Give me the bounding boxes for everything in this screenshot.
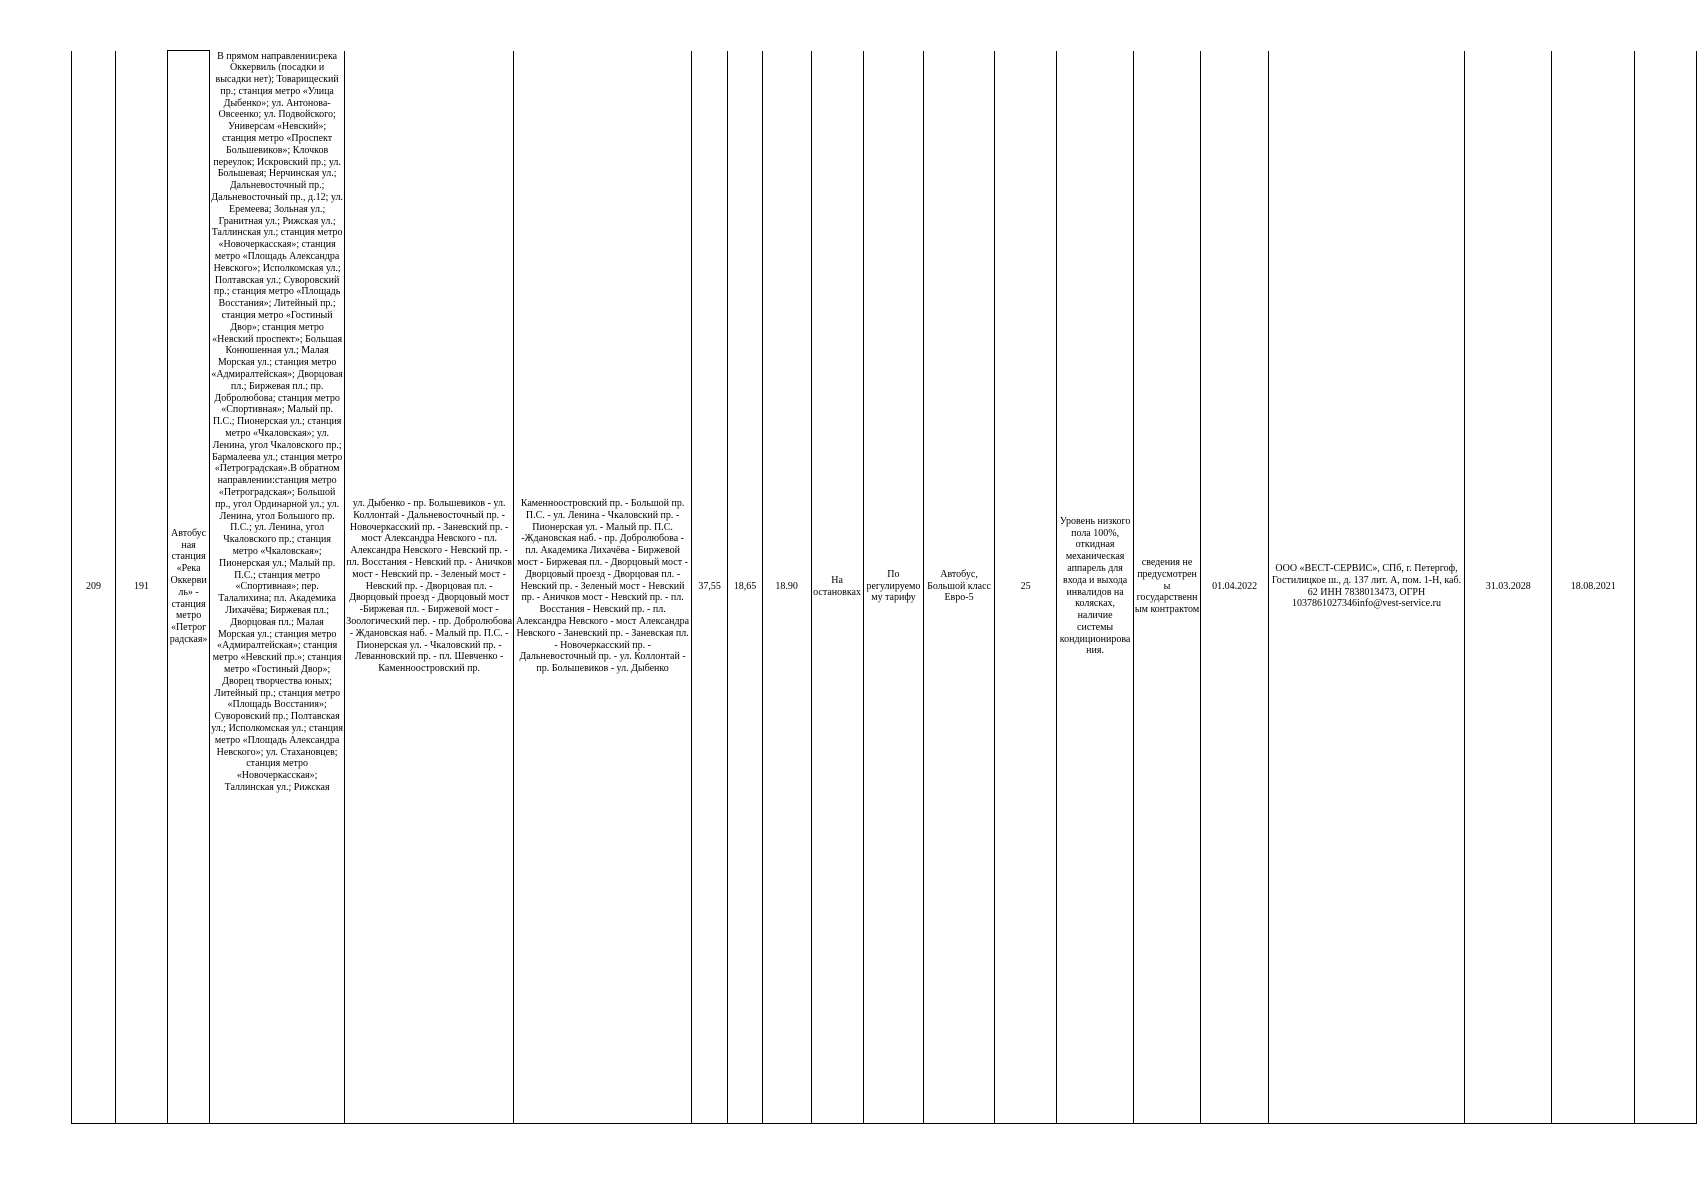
contract-info-cell: сведения не предусмотрены государственным контрактом — [1133, 51, 1201, 1124]
length-forward-cell: 37,55 — [692, 51, 728, 1124]
stops-text: В прямом направлении:река Оккервиль (посадки и высадки нет); Товарищеский пр.; станция метро «Улица Дыбенко»; ул. Антонова-Овсеенко; ул. Подвойского; Универсам «Невский»; станция метро «Проспект Большевиков»; Клочков переулок; Искровский пр.; ул. Большевая; Нерчинская ул.; Дальневосточный пр.; Дальневосточный пр., д.12; ул. Еремеева; Зольная ул.; Гранитная ул.; Рижская ул.; Таллинская ул.; станция метро «Новочеркасская»; станция метро «Площадь Александра Невского»; Исполкомская ул.; Полтавская ул.; Суворовский пр.; станция метро «Площадь Восстания»; Литейный пр.; станция метро «Гостиный Двор»; станция метро «Невский проспект»; Большая Конюшенная ул.; Малая Морская ул.; станция метро «Адмиралтейская»; Дворцовая пл.; Биржевая пл.; пр. Добролюбова; станция метро «Спортивная»; Малый пр. П.С.; Пионерская ул.; станция метро «Чкаловская»; ул. Ленина, угол Чкаловского пр.; Бармалеева ул.; станция метро «Петроградская».В обратном направлении:станция метро «Петроградская»; Большой пр., угол Ординарной ул.; ул. Ленина, угол Большого пр. П.С.; ул. Ленина, угол Чкаловского пр.; станция метро «Чкаловская»; Пионерская ул.; Малый пр. П.С.; станция метро «Спортивная»; пер. Талалихина; пл. Академика Лихачёва; Биржевая пл.; Дворцовая пл.; Малая Морская ул.; станция метро «Адмиралтейская»; станция метро «Невский пр.»; станция метро «Гостиный Двор»; Дворец творчества юных; Литейный пр.; станция метро «Площадь Восстания»; Суворовский пр.; Полтавская ул.; Исполкомская ул.; станция метро «Площадь Александра Невского»; ул. Стахановцев; станция метро «Новочеркасская»; Таллинская ул.; Рижская — [211, 50, 343, 793]
extra-cell — [1635, 51, 1697, 1124]
boarding-order-cell: На остановках — [811, 51, 863, 1124]
record-date-cell: 18.08.2021 — [1552, 51, 1635, 1124]
streets-backward-cell: Каменноостровский пр. - Большой пр. П.С. - ул. Ленина - Чкаловский пр. - Пионерская ул. - Малый пр. П.С. -Ждановская наб. - пр. Добролюбова - пл. Академика Лихачёва - Биржевой мост - Биржевая пл. - Дворцовый мост - Дворцовый проезд - Дворцовая пл. - Невский пр. - Зеленый мост - Невский пр. - Аничков мост - Невский пр. - пл. Восстания - Невский пр. - пл. Александра Невского - мост Александра Невского - Заневский пр. - Заневская пл. - Новочеркасский пр. - Дальневосточный пр. - ул. Коллонтай - пр. Большевиков - ул. Дыбенко — [514, 51, 692, 1124]
tariff-cell: По регулируемому тарифу — [863, 51, 924, 1124]
streets-forward-cell: ул. Дыбенко - пр. Большевиков - ул. Коллонтай - Дальневосточный пр. - Новочеркасский пр. - Заневский пр. - мост Александра Невского - пл. Александра Невского - Невский пр. - пл. Восстания - Невский пр. - Аничков мост - Невский пр. - Зеленый мост - Невский пр. - Дворцовая пл. - Дворцовый проезд - Дворцовый мост -Биржевая пл. - Биржевой мост - Зоологический пер. - пр. Добролюбова - Ждановская наб. - Малый пр. П.С. - Пионерская ул. - Чкаловский пр. - Леванновский пр. - пл. Шевченко - Каменноостровский пр. — [345, 51, 514, 1124]
route-name-cell: Автобусная станция «Река Оккервиль» - станция метро «Петроградская» — [167, 51, 209, 1124]
end-date-cell: 31.03.2028 — [1465, 51, 1552, 1124]
vehicle-count-cell: 25 — [994, 51, 1057, 1124]
length-total-cell: 18.90 — [762, 51, 811, 1124]
carrier-cell: ООО «ВЕСТ-СЕРВИС», СПб, г. Петергоф, Гостилицкое ш., д. 137 лит. А, пом. 1-Н, каб. 62 ИНН 7838013473, ОГРН 1037861027346info@vest-service.ru — [1268, 51, 1464, 1124]
vehicle-cell: Автобус, Большой класс Евро-5 — [924, 51, 995, 1124]
route-register-table — [71, 50, 1697, 1124]
stops-cell — [210, 51, 345, 1124]
vehicle-features-cell: Уровень низкого пола 100%, откидная механическая аппарель для входа и выхода инвалидов на колясках, наличие системы кондиционирования. — [1057, 51, 1133, 1124]
table-row — [72, 51, 1697, 1124]
reg-number-cell: 209 — [72, 51, 116, 1124]
route-number-cell: 191 — [116, 51, 168, 1124]
start-date-cell: 01.04.2022 — [1201, 51, 1269, 1124]
length-backward-cell: 18,65 — [728, 51, 762, 1124]
